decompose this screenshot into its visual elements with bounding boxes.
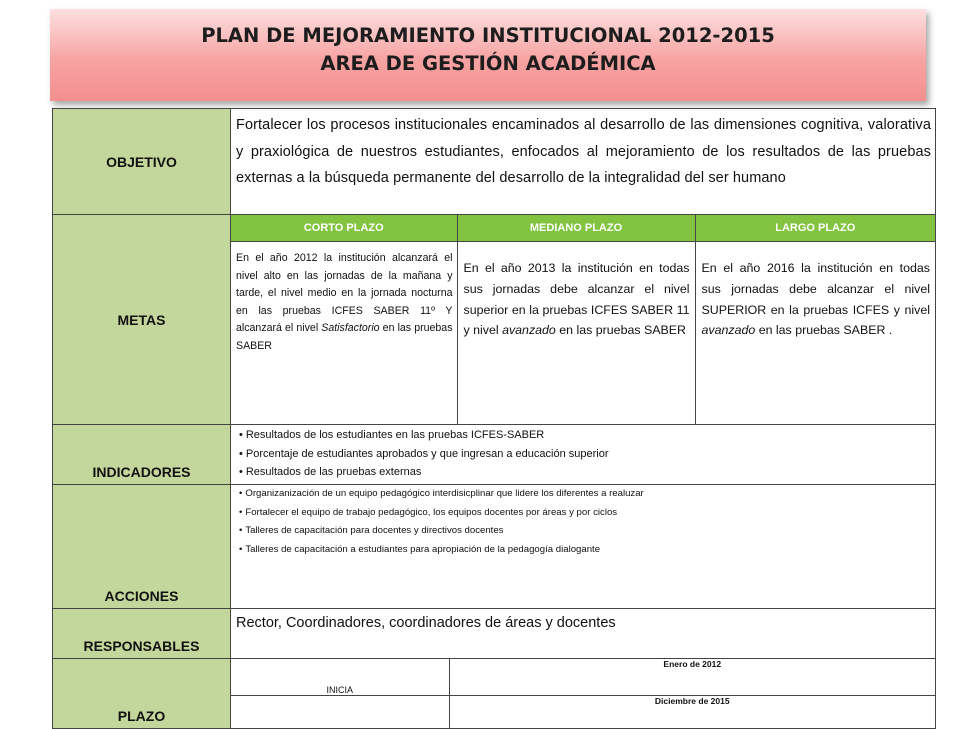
objetivo-cell bbox=[231, 109, 936, 215]
meta-mediano-tail: en las pruebas SABER bbox=[555, 323, 687, 338]
row-metas bbox=[53, 215, 936, 425]
metas-table bbox=[231, 215, 935, 424]
row-plazo bbox=[53, 659, 936, 729]
list-item: • Talleres de capacitación a estudiantes para apropiación de la pedagogía dialogante bbox=[231, 541, 935, 560]
meta-corto-text: En el año 2012 la institución alcanzará el nivel alto en las jornadas de la mañana y tarde, el nivel medio en la jornada nocturna en las pruebas ICFES SABER 11º Y alcanzará el nivel bbox=[236, 252, 453, 334]
objetivo-text: Fortalecer los procesos institucionales encaminados al desarrollo de las dimensiones cognitiva, valorativa y praxiológica de nuestros estudiantes, enfocados al mejoramiento de los resultados de las pruebas externas a la búsqueda permanente del desarrollo de la integralidad del ser humano bbox=[236, 117, 931, 186]
row-acciones bbox=[53, 485, 936, 609]
meta-corto-tail: en las pruebas SABER bbox=[236, 322, 453, 352]
indicadores-cell bbox=[231, 425, 936, 485]
header-mediano-plazo: MEDIANO PLAZO bbox=[457, 215, 695, 242]
row-indicadores bbox=[53, 425, 936, 485]
header-corto-plazo: CORTO PLAZO bbox=[231, 215, 457, 242]
list-item: • Fortalecer el equipo de trabajo pedagógico, los equipos docentes por áreas y por ciclos bbox=[231, 504, 935, 523]
meta-corto bbox=[231, 242, 457, 425]
label-acciones: ACCIONES bbox=[53, 485, 231, 609]
meta-largo-em: avanzado bbox=[701, 323, 756, 338]
list-item: • Organizanización de un equipo pedagógico interdisicplinar que lidere los diferentes a realuzar bbox=[231, 485, 935, 504]
plazo-cell bbox=[231, 659, 936, 729]
responsables-cell bbox=[231, 609, 936, 659]
row-objetivo bbox=[53, 109, 936, 215]
list-item: • Talleres de capacitación para docentes y directivos docentes bbox=[231, 522, 935, 541]
meta-mediano-text: En el año 2013 la institución en todas sus jornadas debe alcanzar el nivel superior en la pruebas ICFES SABER 11 y nivel bbox=[463, 261, 690, 338]
page-title: PLAN DE MEJORAMIENTO INSTITUCIONAL 2012-2015 bbox=[201, 24, 775, 47]
label-objetivo: OBJETIVO bbox=[53, 109, 231, 215]
plazo-inicia-label: INICIA bbox=[231, 659, 449, 695]
label-indicadores: INDICADORES bbox=[53, 425, 231, 485]
row-responsables bbox=[53, 609, 936, 659]
meta-mediano bbox=[457, 242, 695, 425]
acciones-list bbox=[231, 485, 935, 559]
meta-largo-text: En el año 2016 la institución en todas sus jornadas debe alcanzar el nivel SUPERIOR en la pruebas ICFES y nivel bbox=[701, 261, 930, 317]
meta-corto-em: Satisfactorio bbox=[321, 322, 380, 334]
label-responsables: RESPONSABLES bbox=[53, 609, 231, 659]
meta-mediano-em: avanzado bbox=[502, 323, 556, 338]
acciones-cell bbox=[231, 485, 936, 609]
header-largo-plazo: LARGO PLAZO bbox=[695, 215, 935, 242]
metas-cell bbox=[231, 215, 936, 425]
list-item: • Resultados de los estudiantes en las pruebas ICFES-SABER bbox=[231, 426, 935, 445]
indicadores-list bbox=[231, 425, 935, 482]
title-banner bbox=[50, 9, 926, 101]
list-item: • Porcentaje de estudiantes aprobados y que ingresan a educación superior bbox=[231, 445, 935, 464]
label-metas: METAS bbox=[53, 215, 231, 425]
plazo-fin-date: Diciembre de 2015 bbox=[449, 695, 935, 728]
page-subtitle: AREA DE GESTIÓN ACADÉMICA bbox=[320, 52, 656, 75]
meta-largo bbox=[695, 242, 935, 425]
label-plazo: PLAZO bbox=[53, 659, 231, 729]
meta-largo-tail: en las pruebas SABER . bbox=[755, 323, 893, 338]
responsables-text: Rector, Coordinadores, coordinadores de áreas y docentes bbox=[236, 615, 616, 631]
plazo-inicia-date: Enero de 2012 bbox=[449, 659, 935, 695]
list-item: • Resultados de las pruebas externas bbox=[231, 463, 935, 482]
plan-table bbox=[52, 108, 936, 729]
plazo-table bbox=[231, 659, 935, 728]
plazo-fin-label bbox=[231, 695, 449, 728]
